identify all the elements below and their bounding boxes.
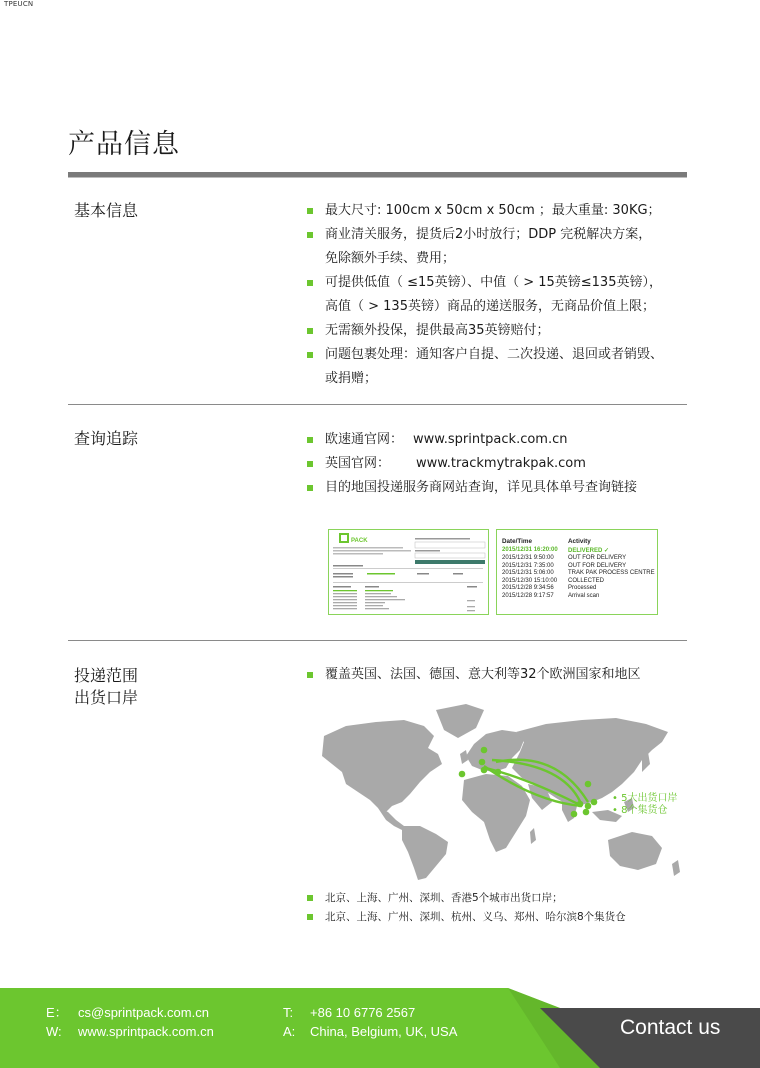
screenshot-logo-text: PACK — [351, 538, 368, 544]
trackmytrakpak-link[interactable]: www.trackmytrakpak.com — [416, 456, 586, 471]
list-item: 北京、上海、广州、深圳、杭州、义乌、郑州、哈尔滨8个集货仓 — [307, 908, 626, 927]
list-item: 目的地国投递服务商网站查询，详见具体单号查询链接 — [307, 476, 637, 500]
bullet-square-icon — [307, 328, 313, 334]
port-marker — [577, 801, 584, 808]
footer-web: W: www.sprintpack.com.cn — [46, 1024, 214, 1039]
section-label-tracking: 查询追踪 — [74, 429, 139, 448]
list-item: 可提供低值（ ≤15英镑）、中值（ > 15英镑≤135英镑）， 高值（ > 135英镑）商品的递送服务，无商品价值上限； — [307, 271, 663, 319]
port-marker — [481, 767, 488, 774]
list-item: 无需额外投保，提供最高35英镑赔付； — [307, 319, 663, 343]
list-item: 北京、上海、广州、深圳、香港5个城市出货口岸； — [307, 889, 626, 908]
table-row: 2015/12/31 7:35:00 OUT FOR DELIVERY — [502, 562, 627, 569]
section-divider — [68, 640, 687, 641]
website-link[interactable]: www.sprintpack.com.cn — [78, 1024, 214, 1039]
map-label-ports: • 5大出货口岸 — [612, 793, 678, 804]
list-item: 覆盖英国、法国、德国、意大利等32个欧洲国家和地区 — [307, 663, 641, 687]
table-header-row: Date/Time Activity — [502, 538, 591, 545]
bullet-square-icon — [307, 437, 313, 443]
port-marker — [571, 811, 578, 818]
port-marker — [585, 781, 592, 788]
section-label-delivery: 投递范围 出货口岸 — [74, 666, 139, 707]
footer-email: E： cs@sprintpack.com.cn — [46, 1005, 209, 1020]
table-row: 2015/12/30 15:10:00 COLLECTED — [502, 577, 605, 584]
table-row: 2015/12/28 9:34:56 Processed — [502, 585, 597, 591]
section-label-basic: 基本信息 — [74, 201, 139, 220]
port-marker — [585, 803, 592, 810]
table-row: 2015/12/31 9:50:00 OUT FOR DELIVERY — [502, 555, 627, 561]
table-row: 2015/12/31 16:20:00 DELIVERED ✓ — [502, 547, 610, 554]
tracking-page-thumbnail — [329, 530, 490, 616]
port-marker — [479, 759, 486, 766]
bullet-square-icon — [307, 485, 313, 491]
bullet-square-icon — [307, 232, 313, 238]
list-item: 欧速通官网： www.sprintpack.com.cn — [307, 428, 637, 452]
list-item: 英国官网： www.trackmytrakpak.com — [307, 452, 637, 476]
tracking-page-screenshot — [328, 529, 489, 615]
port-marker — [583, 809, 590, 816]
bullet-square-icon — [307, 672, 313, 678]
list-item: 商业清关服务，提货后2小时放行；DDP 完税解决方案， 免除额外手续、费用； — [307, 223, 663, 271]
bullet-square-icon — [307, 461, 313, 467]
bullet-square-icon — [307, 895, 313, 901]
section-divider — [68, 404, 687, 405]
table-row: 2015/12/31 5:06:00 TRAK PAK PROCESS CENTRE — [502, 570, 655, 576]
footer-tel: T: +86 10 6776 2567 — [283, 1005, 416, 1020]
bullet-square-icon — [307, 280, 313, 286]
ports-list — [307, 889, 626, 927]
bullet-square-icon — [307, 914, 313, 920]
tracking-activity-screenshot — [496, 529, 658, 615]
coverage-list — [307, 663, 641, 687]
port-marker — [459, 771, 466, 778]
bullet-square-icon — [307, 352, 313, 358]
tracking-activity-table — [502, 538, 655, 600]
list-item: 最大尺寸: 100cm x 50cm x 50cm ；最大重量: 30KG； — [307, 199, 663, 223]
title-rule — [68, 172, 687, 177]
map-label-warehouses: • 8个集货仓 — [612, 805, 668, 816]
contact-us-label: Contact us — [620, 1016, 721, 1039]
port-marker — [481, 747, 488, 754]
table-row: 2015/12/28 9:17:57 Arrival scan — [502, 592, 600, 599]
email-link[interactable]: cs@sprintpack.com.cn — [78, 1005, 209, 1020]
bullet-square-icon — [307, 208, 313, 214]
tracking-list — [307, 428, 637, 500]
sprintpack-link[interactable]: www.sprintpack.com.cn — [413, 432, 568, 447]
port-marker — [591, 799, 598, 806]
footer-address: A: China, Belgium, UK, USA — [283, 1024, 458, 1039]
page-title: 产品信息 — [68, 129, 180, 160]
port-marker — [495, 769, 502, 776]
basic-info-list — [307, 199, 663, 391]
list-item: 问题包裹处理：通知客户自提、二次投递、退回或者销毁、 或捐赠； — [307, 343, 663, 391]
document-code: TPEUCN — [4, 0, 34, 8]
